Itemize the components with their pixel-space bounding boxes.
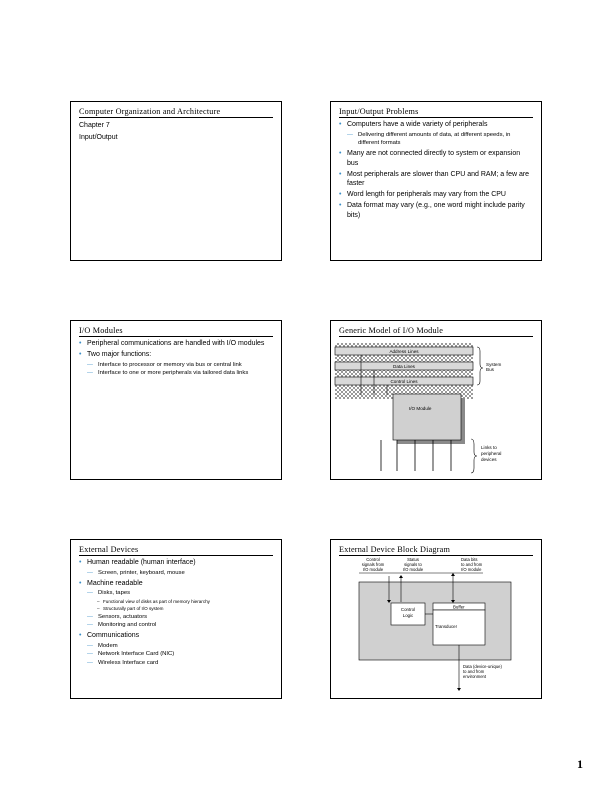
data-bits-label-3: I/O module [461,567,482,572]
data-lines-label: Data Lines [393,364,415,369]
sub-bullet-item: — Wireless Interface card [87,659,273,668]
status-signals-label: Status [407,557,419,562]
sub-sub-bullet-list [87,598,273,613]
slide-line: Input/Output [79,134,118,141]
system-bus-label-2: Bus [486,367,494,372]
sub-bullet-item: — Monitoring and control [87,621,273,630]
external-device-diagram [331,540,542,699]
sub-bullet-list [87,642,273,668]
peripheral-links-brace [471,439,477,473]
status-signals-label-2: signals to [404,562,422,567]
data-bits-label: Data bits [461,557,478,562]
sub-bullet-item: — Interface to processor or memory via bus or central link [87,361,273,370]
sub-bullet-list [87,569,273,578]
slide-line: Chapter 7 [79,122,110,129]
environment-data-label-2: to and from [463,669,485,674]
bullet-text: Communications [87,632,140,640]
system-bus-label: System [486,362,502,367]
sub-bullet-list [87,589,273,630]
peripheral-links-label-3: devices [481,457,497,462]
control-logic-label: Control [400,607,416,612]
bullet-text: Two major functions: [87,351,152,358]
sub-bullet-item: — Delivering different amounts of data, at different speeds, in different formats [347,131,533,148]
slide-2 [330,101,542,261]
bullet-text: Computers have a wide variety of peripherals [347,121,488,128]
control-signals-label: Control [366,557,380,562]
slide-5 [70,539,282,699]
sub-bullet-text: Disks, tapes [98,590,131,597]
bullet-text: Machine readable [87,579,143,587]
data-bits-label-2: to and from [461,562,483,567]
bullet-item [79,558,273,577]
bullet-item: • Data format may vary (e.g., one word might include parity bits) [339,201,533,220]
environment-data-label: Data (device-unique) [463,664,502,669]
control-lines-label: Control Lines [390,379,418,384]
control-logic-label-2: Logic [402,613,414,618]
bullet-list [339,120,533,220]
slide-title: Computer Organization and Architecture [79,107,273,118]
slide-title: Generic Model of I/O Module [339,326,533,337]
io-module-diagram [331,321,542,480]
bullet-item: • Peripheral communications are handled with I/O modules [79,339,273,349]
io-module-label: I/O Module [409,406,432,411]
slide-title: Input/Output Problems [339,107,533,118]
page-number: 1 [577,757,583,771]
peripheral-links-label: Links to [481,445,497,450]
bullet-item: • Many are not connected directly to system or expansion bus [339,149,533,168]
environment-data-label-3: environment [463,674,487,679]
slide-3 [70,320,282,480]
bullet-list [79,558,273,668]
sub-sub-bullet-item: – Functional view of disks as part of memory hierarchy [87,598,273,606]
peripheral-links-label-2: peripheral [481,451,502,456]
bullet-item [79,579,273,630]
status-signals-label-3: I/O module [402,567,424,572]
control-signals-label-3: I/O module [362,567,384,572]
system-bus-brace [477,347,483,385]
sub-bullet-item: — Modem [87,642,273,651]
slide-4 [330,320,542,480]
bullet-text: Human readable (human interface) [87,559,196,566]
slide-1 [70,101,282,261]
sub-bullet-item: — Network Interface Card (NIC) [87,650,273,659]
slide-title: I/O Modules [79,326,273,337]
slide-6 [330,539,542,699]
control-signals-label-2: signals from [361,562,385,567]
transducer-label: Transducer [435,624,458,629]
bullet-list [79,339,273,378]
bullet-item [79,350,273,378]
bullet-item [79,631,273,667]
slide-title: External Devices [79,545,273,556]
sub-bullet-item: — Screen, printer, keyboard, mouse [87,569,273,578]
sub-bullet-list [87,361,273,378]
bullet-item [339,120,533,148]
sub-bullet-list [347,131,533,148]
address-lines-label: Address Lines [389,349,419,354]
io-module-box [393,394,461,440]
slide-title: External Device Block Diagram [339,545,533,556]
bullet-item: • Word length for peripherals may vary from the CPU [339,190,533,200]
sub-bullet-item [87,589,273,613]
sub-sub-bullet-item: – Structurally part of I/O system [87,605,273,613]
bullet-item: • Most peripherals are slower than CPU and RAM; a few are faster [339,170,533,189]
buffer-label: Buffer [453,604,465,610]
sub-bullet-item: — Interface to one or more peripherals via tailored data links [87,369,273,378]
sub-bullet-item: — Sensors, actuators [87,613,273,622]
